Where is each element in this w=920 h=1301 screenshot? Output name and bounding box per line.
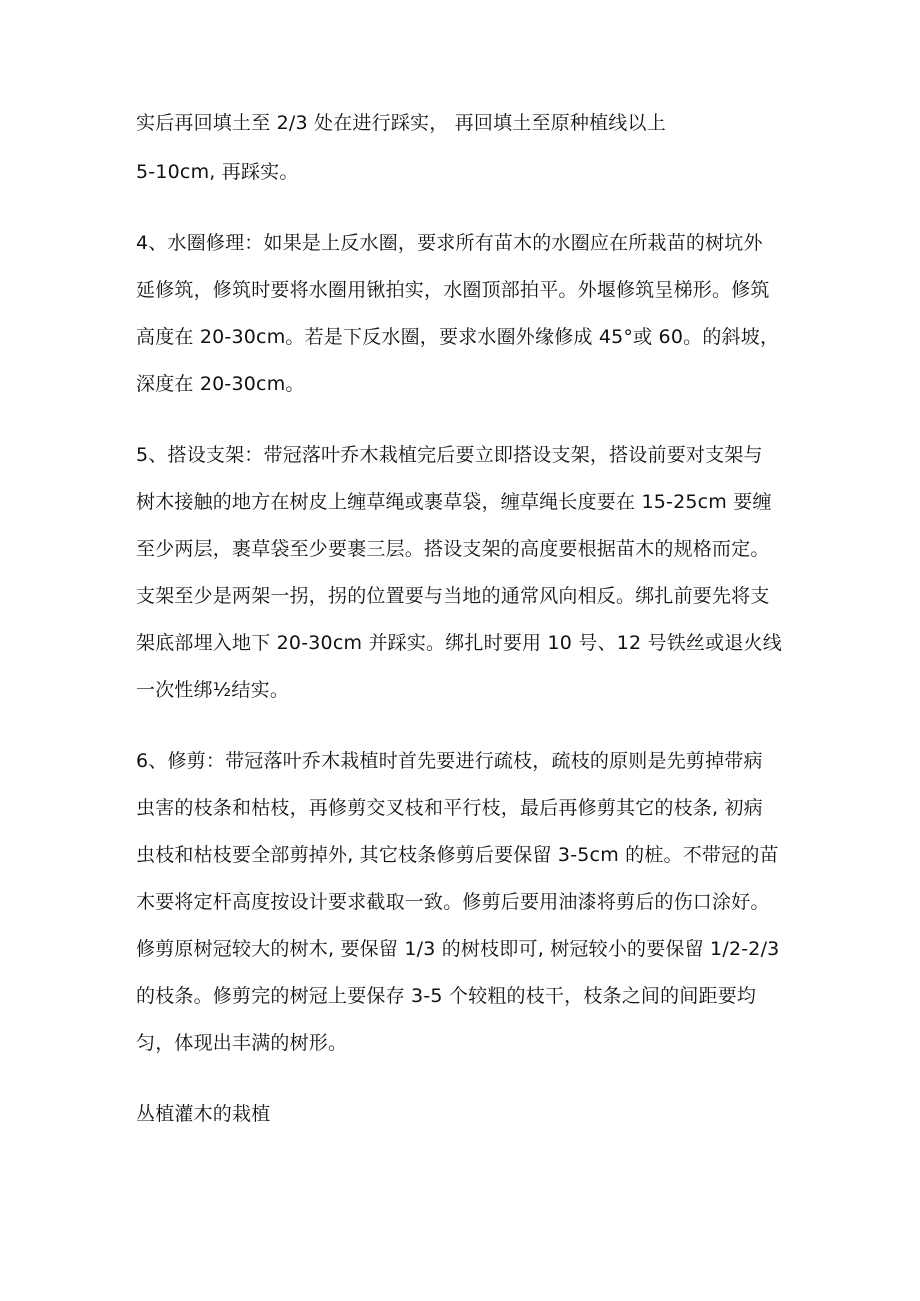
text-line: 树木接触的地方在树皮上缠草绳或裹草袋，缠草绳长度要在 15-25cm 要缠 (136, 491, 772, 513)
text-line: 至少两层，裹草袋至少要裹三层。搭设支架的高度要根据苗木的规格而定。 (136, 538, 770, 560)
text-line: 架底部埋入地下 20-30cm 并踩实。绑扎时要用 10 号、12 号铁丝或退火线 (136, 632, 782, 654)
text-line: 5、搭设支架：带冠落叶乔木栽植完后要立即搭设支架，搭设前要对支架与 (136, 444, 763, 466)
text-line: 6、修剪：带冠落叶乔木栽植时首先要进行疏枝，疏枝的原则是先剪掉带病 (136, 750, 763, 772)
text-line: 支架至少是两架一拐，拐的位置要与当地的通常风向相反。绑扎前要先将支 (136, 585, 770, 607)
text-line: 延修筑，修筑时要将水圈用锹拍实，水圈顶部拍平。外堰修筑呈梯形。修筑 (136, 279, 770, 301)
text-line: 匀，体现出丰满的树形。 (136, 1032, 348, 1054)
text-line: 深度在 20-30cm。 (136, 373, 305, 395)
text-line: 实后再回填土至 2/3 处在进行踩实， 再回填土至原种植线以上 (136, 112, 666, 134)
text-line: 高度在 20-30cm。若是下反水圈，要求水圈外缘修成 45°或 60。的斜坡， (136, 326, 780, 348)
text-line: 虫害的枝条和枯枝，再修剪交叉枝和平行枝，最后再修剪其它的枝条, 初病 (136, 797, 763, 819)
text-line: 虫枝和枯枝要全部剪掉外, 其它枝条修剪后要保留 3-5cm 的桩。不带冠的苗 (136, 844, 779, 866)
section-heading: 丛植灌木的栽植 (136, 1103, 271, 1125)
text-line: 的枝条。修剪完的树冠上要保存 3-5 个较粗的枝干，枝条之间的间距要均 (136, 985, 757, 1007)
text-line: 4、水圈修理：如果是上反水圈，要求所有苗木的水圈应在所栽苗的树坑外 (136, 232, 763, 254)
text-line: 修剪原树冠较大的树木, 要保留 1/3 的树枝即可, 树冠较小的要保留 1/2-2/3 (136, 938, 780, 960)
text-line: 5-10cm, 再踩实。 (136, 161, 299, 183)
text-line: 木要将定杆高度按设计要求截取一致。修剪后要用油漆将剪后的伤口涂好。 (136, 891, 770, 913)
text-line: 一次性绑½结实。 (136, 679, 290, 701)
